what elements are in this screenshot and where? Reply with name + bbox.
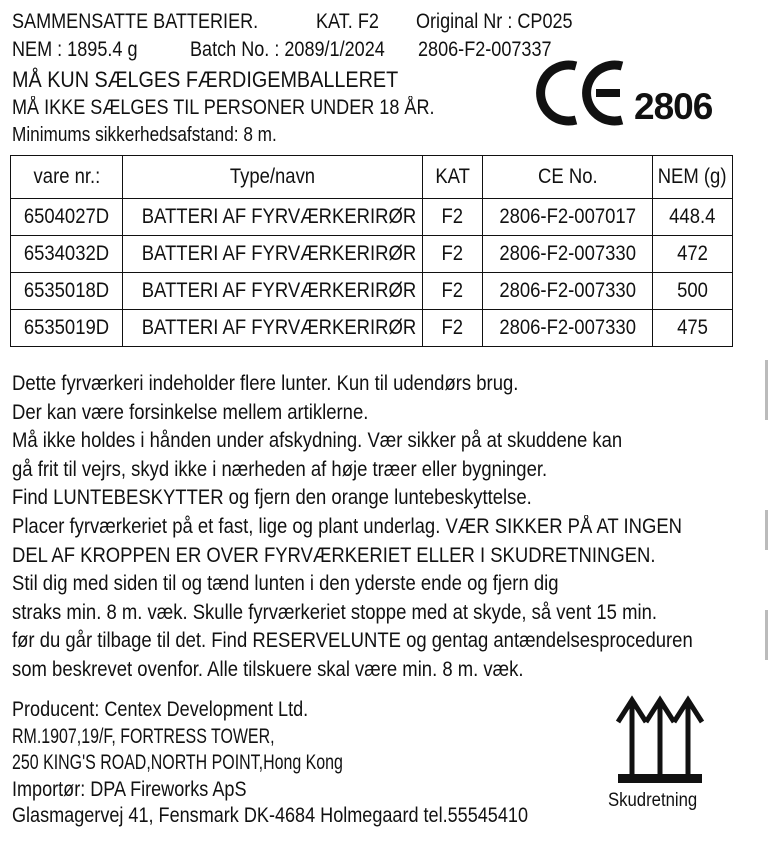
edge-mark bbox=[765, 360, 768, 420]
cell-type: BATTERI AF FYRVÆRKERIRØR bbox=[123, 199, 423, 236]
age-warning: MÅ IKKE SÆLGES TIL PERSONER UNDER 18 ÅR. bbox=[12, 96, 435, 119]
instruction-line: Der kan være forsinkelse mellem artiklerne. bbox=[12, 400, 369, 424]
safety-distance: Minimums sikkerhedsafstand: 8 m. bbox=[12, 124, 277, 146]
producer-name: Producent: Centex Development Ltd. bbox=[12, 698, 309, 721]
edge-mark bbox=[765, 510, 768, 550]
cell-ce-number: 2806-F2-007330 bbox=[483, 236, 653, 273]
edge-mark bbox=[765, 610, 768, 660]
product-table bbox=[10, 155, 733, 347]
shooting-direction-arrows-icon bbox=[610, 694, 710, 786]
instruction-line: Placer fyrværkeriet på et fast, lige og plant underlag. VÆR SIKKER PÅ AT INGEN bbox=[12, 514, 683, 538]
cell-type: BATTERI AF FYRVÆRKERIRØR bbox=[123, 236, 423, 273]
table-row bbox=[11, 236, 733, 273]
ce-certificate-number: 2806-F2-007337 bbox=[418, 38, 552, 61]
cell-category: F2 bbox=[423, 310, 483, 347]
usage-instructions bbox=[12, 370, 769, 685]
shooting-direction-label: Skudretning bbox=[608, 790, 698, 811]
notified-body-number: 2806 bbox=[634, 86, 713, 127]
producer-address-line-2: 250 KING'S ROAD,NORTH POINT,Hong Kong bbox=[12, 751, 343, 774]
table-row bbox=[11, 310, 733, 347]
column-header-category: KAT bbox=[423, 156, 483, 199]
batch-number: Batch No. : 2089/1/2024 bbox=[190, 38, 385, 61]
net-explosive-mass: NEM : 1895.4 g bbox=[12, 38, 138, 61]
instruction-line: som beskrevet ovenfor. Alle tilskuere skal være min. 8 m. væk. bbox=[12, 657, 524, 681]
cell-category: F2 bbox=[423, 236, 483, 273]
cell-nem: 475 bbox=[653, 310, 733, 347]
cell-item-number: 6534032D bbox=[11, 236, 123, 273]
cell-ce-number: 2806-F2-007017 bbox=[483, 199, 653, 236]
category-label: KAT. F2 bbox=[316, 10, 379, 33]
cell-type: BATTERI AF FYRVÆRKERIRØR bbox=[123, 273, 423, 310]
importer-name: Importør: DPA Fireworks ApS bbox=[12, 777, 247, 801]
cell-category: F2 bbox=[423, 199, 483, 236]
instruction-line: Må ikke holdes i hånden under afskydning. Vær sikker på at skuddene kan bbox=[12, 429, 623, 453]
cell-ce-number: 2806-F2-007330 bbox=[483, 310, 653, 347]
instruction-line: før du går tilbage til det. Find RESERVELUNTE og gentag antændelsesproceduren bbox=[12, 629, 693, 653]
importer-address: Glasmagervej 41, Fensmark DK-4684 Holmegaard tel.55545410 bbox=[12, 804, 528, 827]
cell-ce-number: 2806-F2-007330 bbox=[483, 273, 653, 310]
cell-item-number: 6535018D bbox=[11, 273, 123, 310]
instruction-line: DEL AF KROPPEN ER OVER FYRVÆRKERIET ELLER I SKUDRETNINGEN. bbox=[12, 543, 656, 567]
cell-nem: 472 bbox=[653, 236, 733, 273]
original-number: Original Nr : CP025 bbox=[416, 10, 573, 33]
cell-type: BATTERI AF FYRVÆRKERIRØR bbox=[123, 310, 423, 347]
column-header-ce-number: CE No. bbox=[483, 156, 653, 199]
producer-address-line-1: RM.1907,19/F, FORTRESS TOWER, bbox=[12, 724, 275, 748]
instruction-line: Find LUNTEBESKYTTER og fjern den orange luntebeskyttelse. bbox=[12, 486, 532, 510]
cell-nem: 500 bbox=[653, 273, 733, 310]
cell-category: F2 bbox=[423, 273, 483, 310]
instruction-line: straks min. 8 m. væk. Skulle fyrværkeriet stoppe med at skyde, så vent 15 min. bbox=[12, 600, 657, 624]
cell-item-number: 6504027D bbox=[11, 199, 123, 236]
instruction-line: Stil dig med siden til og tænd lunten i den yderste ende og fjern dig bbox=[12, 572, 559, 596]
instruction-line: Dette fyrværkeri indeholder flere lunter. Kun til udendørs brug. bbox=[12, 372, 519, 395]
packaging-warning: MÅ KUN SÆLGES FÆRDIGEMBALLERET bbox=[12, 67, 399, 92]
instruction-line: gå frit til vejrs, skyd ikke i nærheden af høje træer eller bygninger. bbox=[12, 457, 548, 481]
column-header-type: Type/navn bbox=[123, 156, 423, 199]
column-header-nem: NEM (g) bbox=[653, 156, 733, 199]
producer-importer-info bbox=[12, 697, 612, 830]
table-row bbox=[11, 199, 733, 236]
cell-nem: 448.4 bbox=[653, 199, 733, 236]
table-row bbox=[11, 273, 733, 310]
cell-item-number: 6535019D bbox=[11, 310, 123, 347]
table-header-row bbox=[11, 156, 733, 199]
product-title: SAMMENSATTE BATTERIER. bbox=[12, 10, 259, 33]
column-header-item-number: vare nr.: bbox=[11, 156, 123, 199]
